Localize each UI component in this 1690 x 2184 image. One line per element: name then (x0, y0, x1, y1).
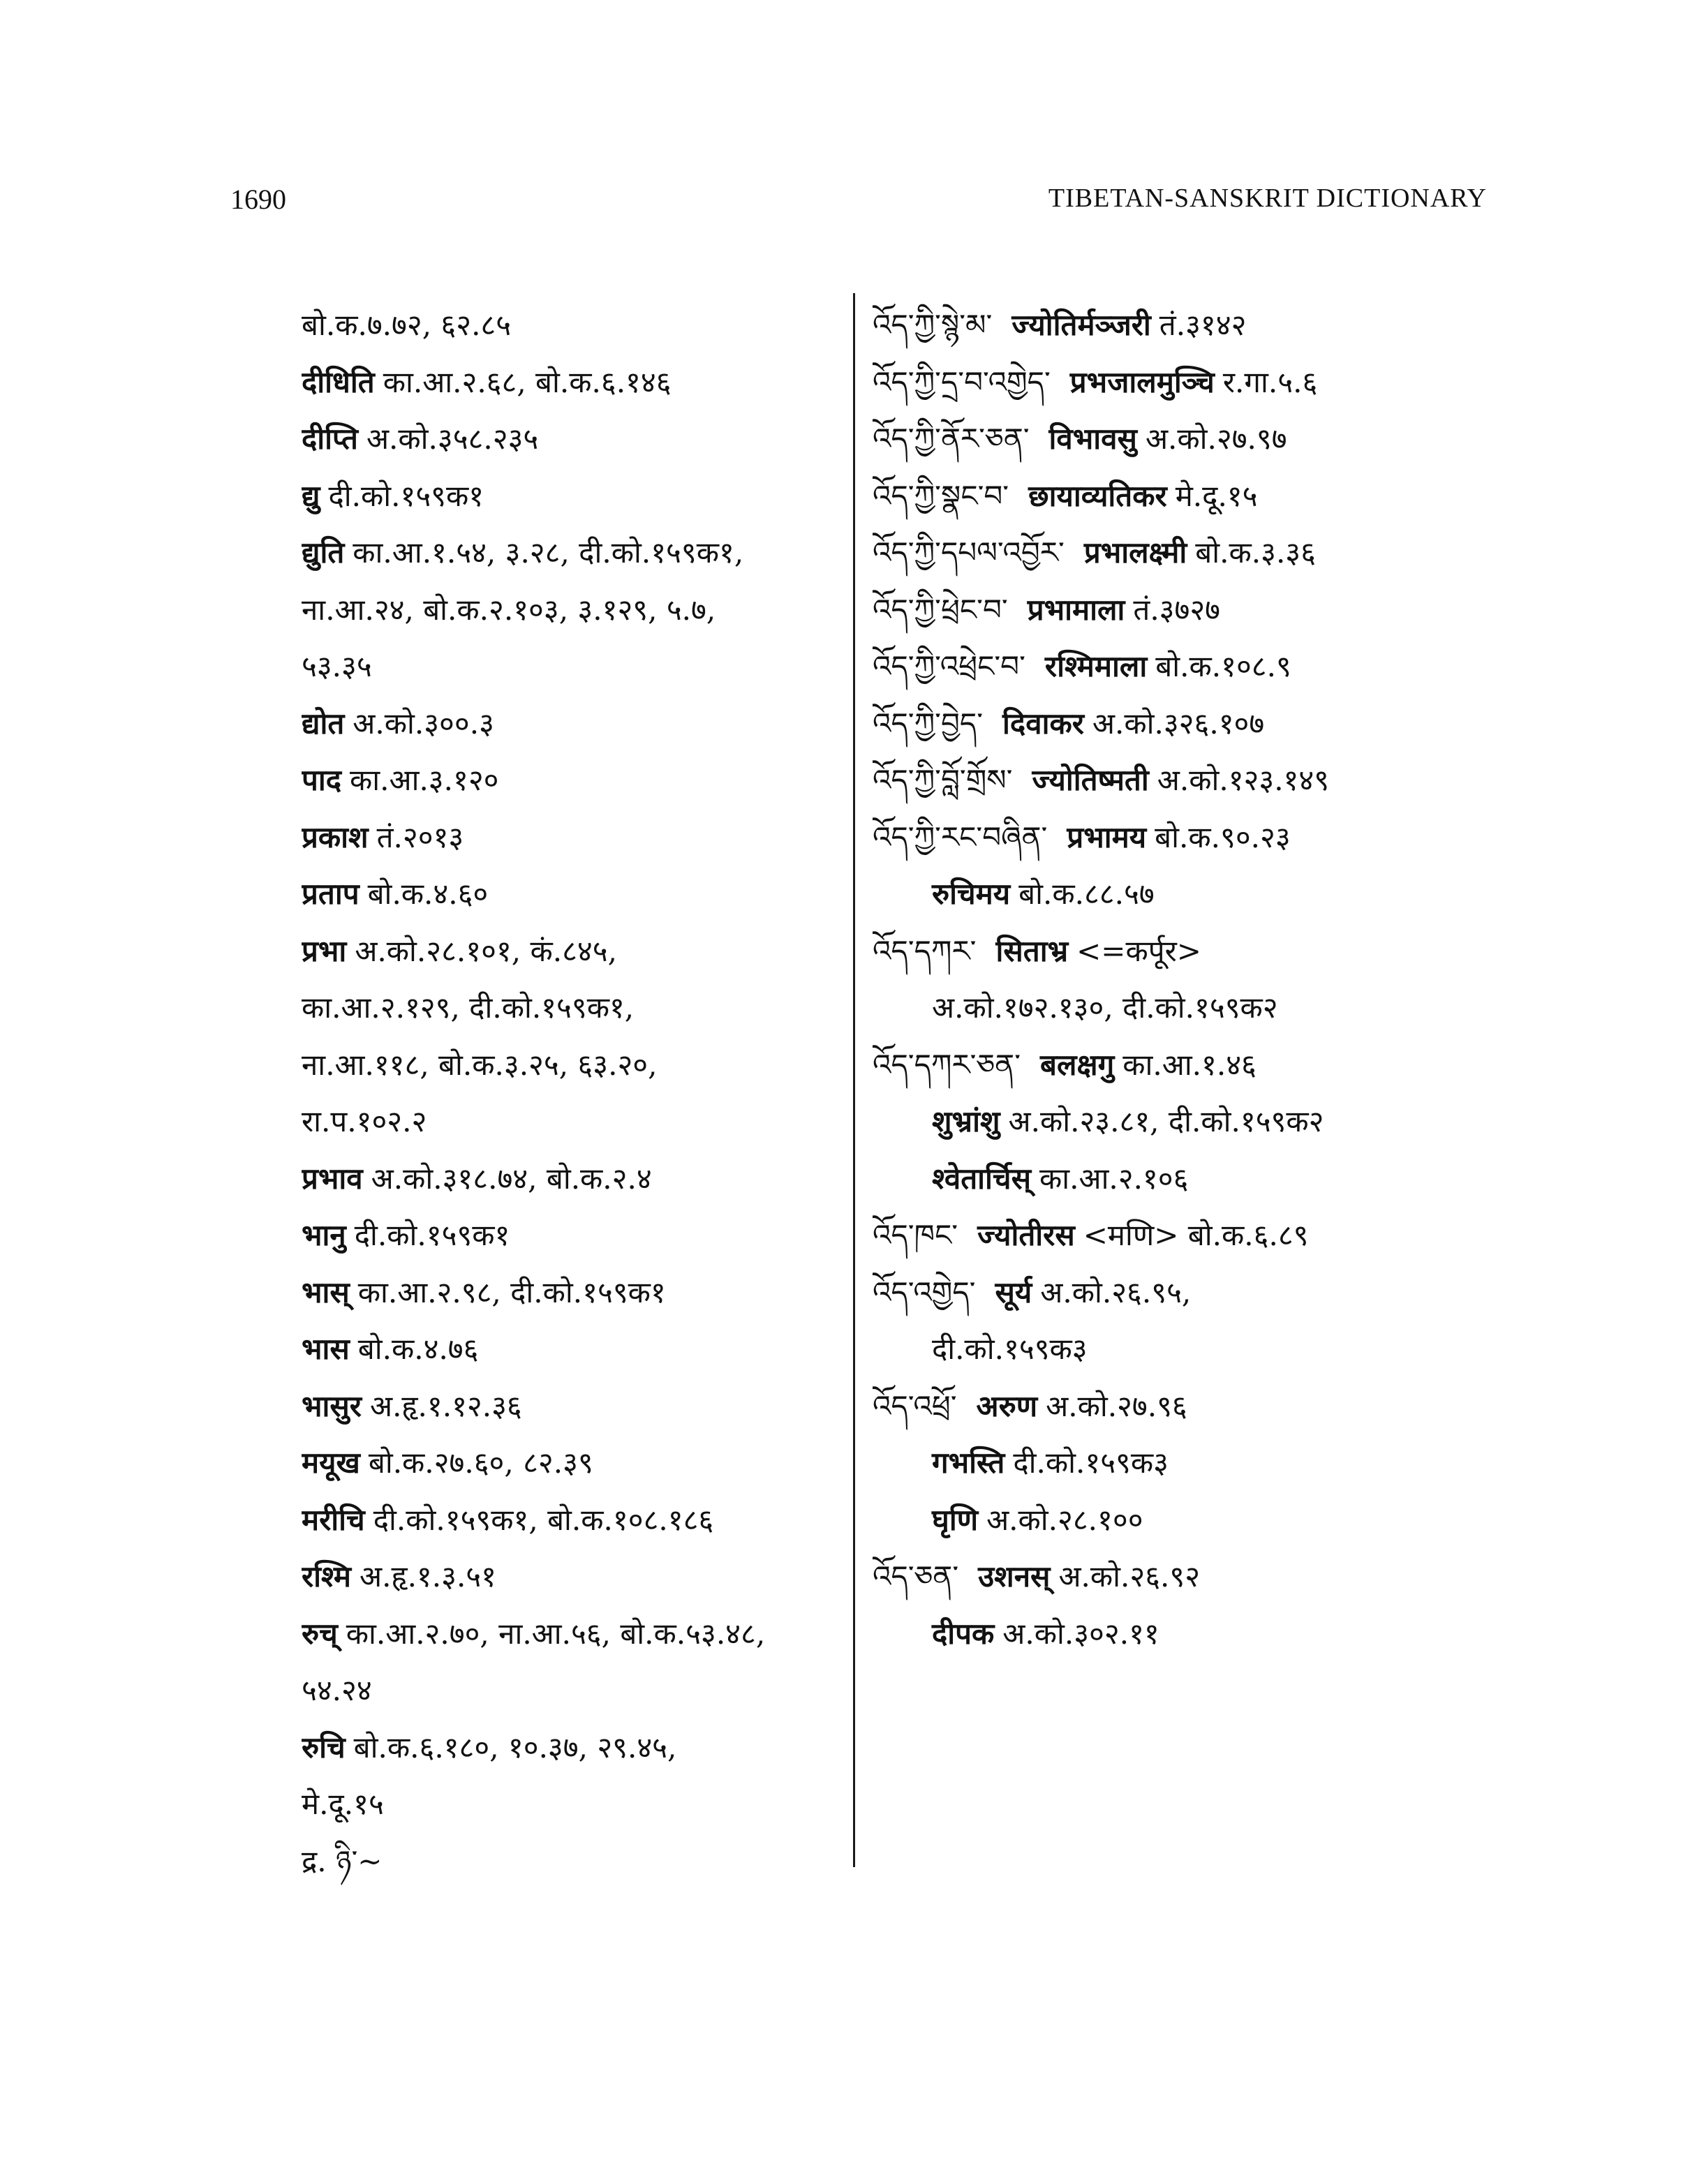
entry-reference: बो.क.७.७२, ६२.८५ (302, 308, 512, 342)
sanskrit-headword: द्योत (302, 706, 345, 741)
dictionary-entry-line (302, 1833, 846, 1890)
sanskrit-headword: पाद (302, 763, 342, 797)
tibetan-term: འོད་འགྱེད་ (873, 1275, 976, 1309)
dictionary-entry-line (302, 581, 846, 639)
entry-reference: बो.क.३.३६ (1195, 535, 1316, 570)
entry-reference: तं.३१४२ (1159, 308, 1247, 342)
dictionary-entry-line (302, 1605, 846, 1663)
tibetan-term: འོད་ཅན་ (873, 1559, 959, 1594)
sanskrit-headword: अरुण (976, 1388, 1038, 1423)
dictionary-entry-line (302, 979, 846, 1037)
dictionary-entry-line (302, 1776, 846, 1833)
entry-reference: रा.प.१०२.२ (302, 1104, 427, 1138)
entry-reference: दी.को.१५९क३ (1013, 1446, 1169, 1480)
sanskrit-headword: शुभ्रांशु (932, 1104, 1000, 1138)
dictionary-entry-line (302, 752, 846, 809)
dictionary-entry-line (873, 410, 1501, 468)
sanskrit-headword: भासुर (302, 1388, 362, 1423)
sanskrit-headword: दीप्ति (302, 422, 358, 456)
tibetan-term: འོད་ཀྱི་ཕྲེང་བ་ (873, 592, 1008, 627)
right-column (873, 297, 1501, 1662)
entry-reference: मे.दू.१५ (1175, 478, 1258, 513)
dictionary-entry-line (302, 1150, 846, 1208)
sanskrit-headword: भास् (302, 1275, 350, 1309)
entry-reference: अ.को.३००.३ (353, 706, 494, 741)
entry-reference: अ.को.२३.८१, दी.को.१५९क२ (1008, 1104, 1324, 1138)
entry-reference: तं.३७२७ (1133, 592, 1221, 627)
tibetan-term: འོད་ཀྱི་བློ་གྲོས་ (873, 763, 1013, 797)
entry-reference: अ.को.२७.९७ (1145, 422, 1287, 456)
sanskrit-headword: गभस्ति (932, 1446, 1005, 1480)
dictionary-entry-line (873, 809, 1501, 866)
entry-reference: अ.को.२८.१०१, कं.८४५, (355, 933, 617, 968)
tibetan-term: འོད་ཀྱི་བྱེད་ (873, 706, 984, 741)
entry-reference: का.आ.१.५४, ३.२८, दी.को.१५९क१, (353, 535, 744, 570)
sanskrit-headword: प्रभालक्ष्मी (1083, 535, 1187, 570)
entry-reference: अ.हृ.१.३.५१ (360, 1559, 496, 1594)
dictionary-entry-line (873, 1434, 1501, 1492)
entry-reference: अ.हृ.१.१२.३६ (369, 1388, 522, 1423)
sanskrit-headword: भास (302, 1332, 350, 1366)
entry-reference: अ.को.२६.९२ (1058, 1559, 1201, 1594)
entry-reference: बो.क.८८.५७ (1018, 877, 1155, 911)
entry-reference: ५३.३५ (302, 649, 372, 683)
dictionary-entry-line (302, 866, 846, 923)
page-number: 1690 (230, 184, 286, 215)
sanskrit-headword: दिवाकर (1002, 706, 1084, 741)
entry-reference: अ.को.३०२.११ (1002, 1616, 1159, 1651)
sanskrit-headword: ज्योतिष्मती (1032, 763, 1149, 797)
dictionary-entry-line (873, 923, 1501, 980)
entry-reference: ना.आ.११८, बो.क.३.२५, ६३.२०, (302, 1047, 658, 1082)
tibetan-term: འོད་འཕྲོ་ (873, 1388, 957, 1423)
sanskrit-headword: द्युति (302, 535, 345, 570)
dictionary-entry-line (302, 1662, 846, 1719)
entry-reference: दी.को.१५९क३ (932, 1332, 1088, 1366)
sanskrit-headword: ज्योतीरस (977, 1218, 1075, 1252)
sanskrit-headword: श्वेतार्चिस् (932, 1161, 1031, 1196)
sanskrit-headword: प्रभजालमुञ्चि (1069, 364, 1215, 399)
tibetan-term: འོད་ཀྱི་སྙེ་མ་ (873, 308, 993, 342)
sanskrit-headword: मयूख (302, 1446, 360, 1480)
sanskrit-headword: छायाव्यतिकर (1028, 478, 1167, 513)
dictionary-entry-line (873, 1264, 1501, 1321)
sanskrit-headword: प्रकाश (302, 819, 369, 854)
entry-reference: अ.को.१२३.१४९ (1157, 763, 1330, 797)
tibetan-term: འོད་ཀྱི་སྣང་བ་ (873, 478, 1009, 513)
dictionary-entry-line (873, 468, 1501, 525)
entry-reference: अ.को.३५८.२३५ (366, 422, 539, 456)
entry-reference: अ.को.२७.९६ (1046, 1388, 1187, 1423)
tibetan-term: འོད་དཀར་ཅན་ (873, 1047, 1021, 1082)
entry-reference: अ.को.२६.९५, (1040, 1275, 1192, 1309)
entry-reference: तं.२०१३ (376, 819, 464, 854)
tibetan-term: འོད་ཀྱི་ནོར་ཅན་ (873, 422, 1030, 456)
dictionary-entry-line (302, 1093, 846, 1150)
dictionary-entry-line (873, 1150, 1501, 1208)
entry-reference: का.आ.१.४६ (1122, 1047, 1257, 1082)
dictionary-entry-line (873, 1093, 1501, 1150)
entry-reference: का.आ.२.७०, ना.आ.५६, बो.क.५३.४८, (346, 1616, 766, 1651)
entry-reference: का.आ.२.६८, बो.क.६.१४६ (383, 364, 672, 399)
entry-reference: का.आ.२.९८, दी.को.१५९क१ (357, 1275, 666, 1309)
dictionary-entry-line (873, 354, 1501, 411)
sanskrit-headword: रुचिमय (932, 877, 1011, 911)
dictionary-entry-line (302, 354, 846, 411)
dictionary-entry-line (302, 1719, 846, 1776)
dictionary-entry-line (873, 638, 1501, 695)
sanskrit-headword: भानु (302, 1218, 346, 1252)
sanskrit-headword: रुच् (302, 1616, 338, 1651)
dictionary-entry-line (302, 1321, 846, 1378)
dictionary-entry-line (873, 581, 1501, 639)
dictionary-entry-line (302, 524, 846, 581)
sanskrit-headword: सिताभ्र (995, 933, 1069, 968)
dictionary-entry-line (302, 1492, 846, 1549)
dictionary-entry-line (873, 1492, 1501, 1549)
sanskrit-headword: बलक्षगु (1040, 1047, 1115, 1082)
entry-reference: अ.को.१७२.१३०, दी.को.१५९क२ (932, 990, 1278, 1025)
dictionary-entry-line (302, 923, 846, 980)
tibetan-term: འོད་ཀྱི་དཔལ་འབྱོར་ (873, 535, 1065, 570)
column-divider (853, 293, 855, 1867)
dictionary-entry-line (873, 695, 1501, 752)
dictionary-entry-line (873, 524, 1501, 581)
dictionary-entry-line (302, 1264, 846, 1321)
dictionary-entry-line (302, 695, 846, 752)
sanskrit-headword: प्रभामय (1067, 819, 1147, 854)
dictionary-entry-line (302, 1378, 846, 1435)
entry-reference: अ.को.३१८.७४, बो.क.२.४ (371, 1161, 652, 1196)
tibetan-term: འོད་ཁང་ (873, 1218, 958, 1252)
entry-reference: बो.क.९०.२३ (1155, 819, 1291, 854)
sanskrit-headword: द्यु (302, 478, 320, 513)
sanskrit-headword: विभावसु (1048, 422, 1137, 456)
sanskrit-headword: रश्मिमाला (1044, 649, 1148, 683)
sanskrit-headword: उशनस् (978, 1559, 1051, 1594)
dictionary-entry-line (302, 1548, 846, 1605)
sanskrit-headword: ज्योतिर्मञ्जरी (1011, 308, 1151, 342)
entry-reference: का.आ.३.१२० (350, 763, 499, 797)
entry-reference: का.आ.२.१०६ (1039, 1161, 1189, 1196)
dictionary-entry-line (302, 638, 846, 695)
entry-reference: र.गा.५.६ (1222, 364, 1318, 399)
dictionary-entry-line (302, 1207, 846, 1264)
sanskrit-headword: प्रभामाला (1027, 592, 1125, 627)
entry-reference: दी.को.१५९क१, बो.क.१०८.१८६ (373, 1502, 714, 1537)
entry-reference: बो.क.६.१८०, १०.३७, २९.४५, (353, 1730, 677, 1765)
dictionary-entry-line (302, 1434, 846, 1492)
entry-reference: बो.क.४.७६ (357, 1332, 479, 1366)
tibetan-term: འོད་དཀར་ (873, 933, 977, 968)
tibetan-term: འོད་ཀྱི་རང་བཞིན་ (873, 819, 1048, 854)
sanskrit-headword: मरीचि (302, 1502, 365, 1537)
entry-reference: बो.क.२७.६०, ८२.३९ (368, 1446, 593, 1480)
dictionary-entry-line (873, 1321, 1501, 1378)
sanskrit-headword: रुचि (302, 1730, 346, 1765)
entry-reference: मे.दू.१५ (302, 1787, 384, 1821)
dictionary-entry-line (873, 1605, 1501, 1663)
entry-reference: का.आ.२.१२९, दी.को.१५९क१, (302, 990, 635, 1025)
dictionary-entry-line (873, 1207, 1501, 1264)
dictionary-entry-line (302, 809, 846, 866)
sanskrit-headword: प्रताप (302, 877, 360, 911)
dictionary-entry-line (302, 297, 846, 354)
entry-reference: <=कर्पूर> (1076, 933, 1201, 968)
running-title: TIBETAN-SANSKRIT DICTIONARY (1048, 184, 1487, 213)
sanskrit-headword: प्रभाव (302, 1161, 363, 1196)
sanskrit-headword: सूर्य (995, 1275, 1032, 1309)
entry-reference: बो.क.४.६० (367, 877, 489, 911)
dictionary-entry-line (302, 468, 846, 525)
dictionary-entry-line (302, 410, 846, 468)
sanskrit-headword: रश्मि (302, 1559, 352, 1594)
dictionary-entry-line (873, 297, 1501, 354)
entry-reference: ५४.२४ (302, 1673, 372, 1707)
page-header (230, 183, 1487, 225)
sanskrit-headword: दीधिति (302, 364, 375, 399)
entry-reference: ना.आ.२४, बो.क.२.१०३, ३.१२९, ५.७, (302, 592, 716, 627)
sanskrit-headword: दीपक (932, 1616, 995, 1651)
sanskrit-headword: प्रभा (302, 933, 347, 968)
tibetan-term: འོད་ཀྱི་འཕྲེང་བ་ (873, 649, 1025, 683)
entry-reference: द्र. ཉི་~ (302, 1843, 383, 1878)
entry-reference: <मणि> बो.क.६.८९ (1083, 1218, 1309, 1252)
dictionary-entry-line (873, 1378, 1501, 1435)
left-column (302, 297, 846, 1889)
entry-reference: बो.क.१०८.९ (1155, 649, 1291, 683)
entry-reference: दी.को.१५९क१ (354, 1218, 510, 1252)
dictionary-entry-line (873, 1037, 1501, 1094)
dictionary-entry-line (873, 979, 1501, 1037)
sanskrit-headword: घृणि (932, 1502, 979, 1537)
dictionary-entry-line (873, 1548, 1501, 1605)
dictionary-entry-line (873, 866, 1501, 923)
dictionary-entry-line (302, 1037, 846, 1094)
dictionary-entry-line (873, 752, 1501, 809)
tibetan-term: འོད་ཀྱི་དྲ་བ་འགྱེད་ (873, 364, 1051, 399)
entry-reference: अ.को.३२६.१०७ (1092, 706, 1265, 741)
entry-reference: दी.को.१५९क१ (328, 478, 484, 513)
entry-reference: अ.को.२८.१०० (986, 1502, 1143, 1537)
